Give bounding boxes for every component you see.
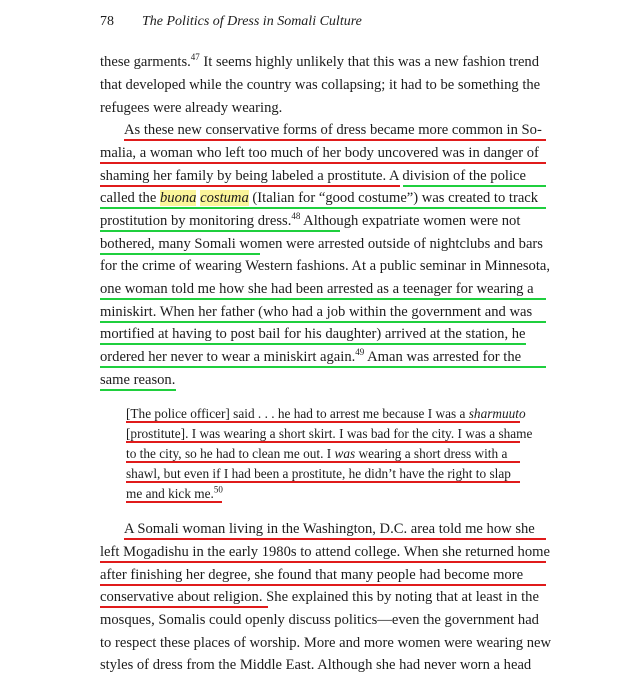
quote-line: to the city, so he had to clean me out. I was wearing a short dress with a [126,446,508,461]
quote-line: me and kick me.$^{50}$ [126,484,223,501]
text-line: that developed while the country was collapsing; it had to be something the [100,77,541,93]
running-title: The Politics of Dress in Somali Culture [142,14,362,29]
quote-line: shawl, but even if I had been a prostitute, he didn’t have the right to slap [126,466,511,481]
red-underline [124,139,546,141]
red-underline [100,185,400,187]
text-line: A Somali woman living in the Washington, D.C. area told me how she [124,521,535,537]
green-underline [100,253,260,255]
green-underline [100,343,526,345]
text-line: after finishing her degree, she found that many people had become more [100,567,524,583]
green-underline [100,321,546,323]
text-line: mosques, Somalis could openly discuss politics—even the government had [100,612,539,628]
text-line: these garments.$^{47}$ It seems highly unlikely that this was a new fashion trend [100,52,540,70]
text-line: refugees were already wearing. [100,100,283,116]
footnote-ref: 49 [355,347,365,358]
red-underline [124,538,546,540]
red-underline [126,421,520,423]
text-line: As these new conservative forms of dress became more common in So- [124,122,542,138]
red-underline [100,561,546,563]
red-underline [126,441,520,443]
red-underline [100,584,546,586]
page-number: 78 [100,14,114,29]
text-line: one woman told me how she had been arrested as a teenager for wearing a [100,281,534,297]
highlight-buona: buona [159,190,197,206]
text-line: styles of dress from the Middle East. Although she had never worn a head [100,657,532,673]
footnote-ref: 48 [291,211,301,222]
red-underline [126,501,222,503]
text-line: same reason. [100,372,176,388]
text-line: mortified at having to post bail for his daughter) arrived at the station, he [100,326,526,342]
green-underline [100,389,176,391]
text-line: bothered, many Somali women were arrested outside of nightclubs and bars [100,236,543,252]
text-line: ordered her never to wear a miniskirt again.$^{49}$ Aman was arrested for the [100,347,522,365]
green-underline [100,366,546,368]
footnote-ref: 50 [213,484,223,495]
text-line: shaming her family by being labeled a prostitute. A division of the police [100,168,526,184]
red-underline [100,162,546,164]
quote-line: [The police officer] said . . . he had to arrest me because I was a sharmuuto [126,406,526,421]
text-line: prostitution by monitoring dress.$^{48}$ Although expatriate women were not [100,211,521,229]
red-underline [126,481,520,483]
text-line: malia, a woman who left too much of her body uncovered was in danger of [100,145,539,161]
green-underline [100,230,340,232]
green-underline [100,207,546,209]
red-underline [100,606,268,608]
text-line: called the buona costuma (Italian for “good costume”) was created to track [100,190,539,206]
text-line: miniskirt. When her father (who had a job within the government and was [100,304,533,320]
quote-line: [prostitute]. I was wearing a short skirt. I was bad for the city. I was a shame [126,426,533,441]
text-line: for the crime of wearing Western fashions. At a public seminar in Minnesota, [100,258,551,274]
text-line: left Mogadishu in the early 1980s to attend college. When she returned home [100,544,550,560]
green-underline [403,185,546,187]
green-underline [100,298,546,300]
text-line: to respect these places of worship. More and more women were wearing new [100,635,552,651]
highlight-costuma: costuma [200,190,249,206]
footnote-ref: 47 [190,52,200,63]
text-line: conservative about religion. She explained this by noting that at least in the [100,589,539,605]
red-underline [126,461,520,463]
